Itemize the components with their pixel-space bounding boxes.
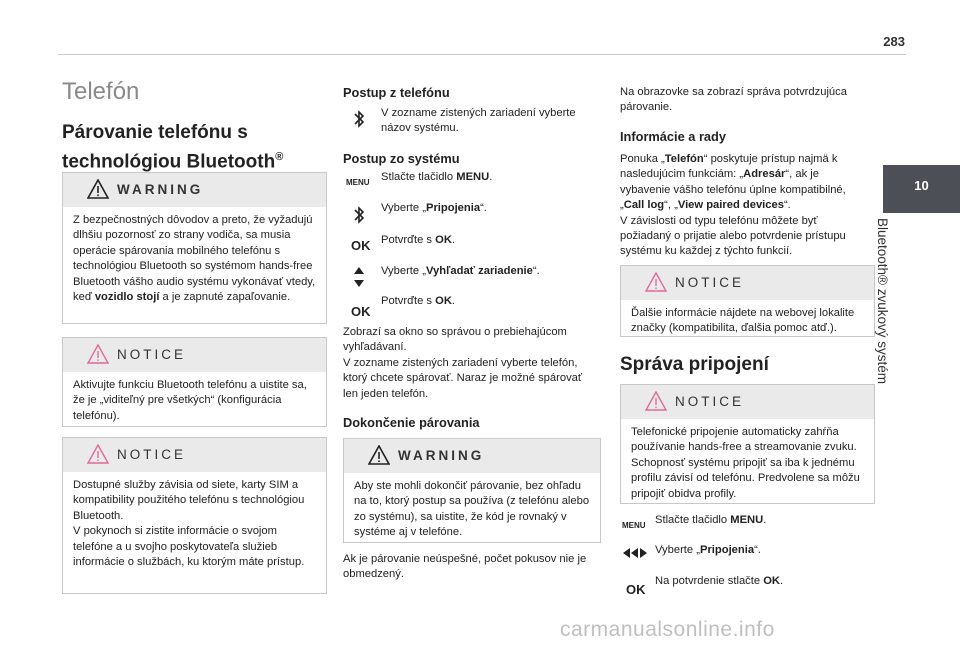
ok-icon: OK [351, 304, 371, 319]
notice-text: Aktivujte funkciu Bluetooth telefónu a uistite sa, že je „viditeľný pre všetkých“ (konfigurácia telefónu). [73, 379, 307, 422]
warning-box [62, 172, 327, 324]
step-select-connections: Vyberte „Pripojenia“. [655, 544, 761, 556]
search-info-text: Zobrazí sa okno so správou o prebiehajúcom vyhľadávaní. V zozname zistených zariadení vyberte telefón, ktorý chcete spárovať. Naraz je možné spárovať len jeden telefón. [343, 326, 583, 400]
chapter-label: Bluetooth® zvukový systém [875, 218, 890, 385]
warning-label: WARNING [117, 182, 204, 197]
section-heading-pairing: Párovanie telefónu s technológiou Bluetooth® [62, 122, 284, 173]
column-1 [62, 78, 326, 105]
step-select-connections: Vyberte „Pripojenia“. [381, 202, 487, 214]
ok-icon: OK [351, 238, 371, 253]
heading-info-tips: Informácie a rady [620, 129, 726, 144]
page-title: Telefón [62, 78, 140, 105]
warning-icon [87, 179, 109, 199]
info-tips-text: Ponuka „Telefón“ poskytuje prístup najmä k nasledujúcim funkciám: „Adresár“, ak je vybavenie vášho telefónu úplne kompatibilné, „Call log“, „View paired devices“. V závislosti od typu telefónu môžete byť požiadaný o prijatie alebo potvrdenie prístupu systému ku každej z týchto funkcií. [620, 153, 846, 258]
phone-step-text: V zozname zistených zariadení vyberte názov systému. [381, 107, 576, 135]
notice-label: NOTICE [117, 447, 187, 462]
notice-text: Ďalšie informácie nájdete na webovej lokalite značky (kompatibilita, ďalšia pomoc atď.). [631, 307, 855, 335]
bluetooth-icon [352, 109, 366, 129]
step-confirm-ok: Potvrďte s OK. [381, 295, 456, 307]
warning-text: Aby ste mohli dokončiť párovanie, bez ohľadu na to, ktorý postup sa používa (z telefónu alebo zo systému), sa uistite, že kód je rovnaký v systéme aj v telefóne. [354, 480, 590, 539]
page-number: 283 [883, 34, 905, 49]
fail-info-text: Ak je párovanie neúspešné, počet pokusov nie je obmedzený. [343, 553, 587, 581]
heading-system-procedure: Postup zo systému [343, 151, 460, 166]
notice-text: Dostupné služby závisia od siete, karty SIM a kompatibility použitého telefónu s technológiou Bluetooth. V pokynoch si zistite informácie o svojom telefóne a u svojho poskytovateľa služieb informácie o službách, ku ktorým máte prístup. [73, 479, 305, 569]
heading-finish-pairing: Dokončenie párovania [343, 415, 480, 430]
step-search-device: Vyberte „Vyhľadať zariadenie“. [381, 265, 540, 277]
notice-label: NOTICE [117, 347, 187, 362]
notice-box [620, 384, 875, 504]
notice-icon [87, 444, 109, 464]
step-press-menu: Stlačte tlačidlo MENU. [381, 171, 493, 183]
top-rule [58, 54, 906, 55]
bluetooth-icon [352, 205, 366, 225]
notice-box [620, 265, 875, 337]
step-press-menu: Stlačte tlačidlo MENU. [655, 514, 767, 526]
step-confirm-ok: Potvrďte s OK. [381, 234, 456, 246]
notice-text: Telefonické pripojenie automaticky zahŕňa používanie hands-free a streamovanie zvuku. Schopnosť systému pripojiť sa iba k jednému profilu závisí od telefónu. Predvolene sa môžu pripojiť obidva profily. [631, 426, 860, 500]
notice-icon [645, 391, 667, 411]
heading-phone-procedure: Postup z telefónu [343, 85, 450, 100]
notice-label: NOTICE [675, 394, 745, 409]
footer-watermark: carmanualsonline.info [560, 618, 775, 641]
left-right-arrows-icon [622, 547, 648, 559]
warning-icon [368, 445, 390, 465]
menu-icon: MENU [622, 521, 646, 530]
up-down-arrows-icon [353, 266, 365, 288]
warning-box [343, 438, 601, 543]
section-heading-connections: Správa pripojení [620, 354, 769, 375]
step-confirm-ok: Na potvrdenie stlačte OK. [655, 575, 784, 587]
notice-label: NOTICE [675, 275, 745, 290]
menu-icon: MENU [346, 178, 370, 187]
notice-icon [645, 272, 667, 292]
notice-box [62, 337, 327, 427]
notice-box [62, 437, 327, 594]
notice-icon [87, 344, 109, 364]
warning-text: Z bezpečnostných dôvodov a preto, že vyžadujú dlhšiu pozornosť zo strany vodiča, sa musia operácie spárovania mobilného telefónu s technológiou Bluetooth so systémom hands-free Bluetooth vášho audio systému vykonávať vtedy, keď vozidlo stojí a je zapnuté zapaľovanie. [73, 214, 316, 304]
warning-label: WARNING [398, 448, 485, 463]
chapter-tab[interactable]: 10 [883, 165, 960, 213]
ok-icon: OK [626, 582, 646, 597]
confirm-message-text: Na obrazovke sa zobrazí správa potvrdzujúca párovanie. [620, 86, 847, 114]
